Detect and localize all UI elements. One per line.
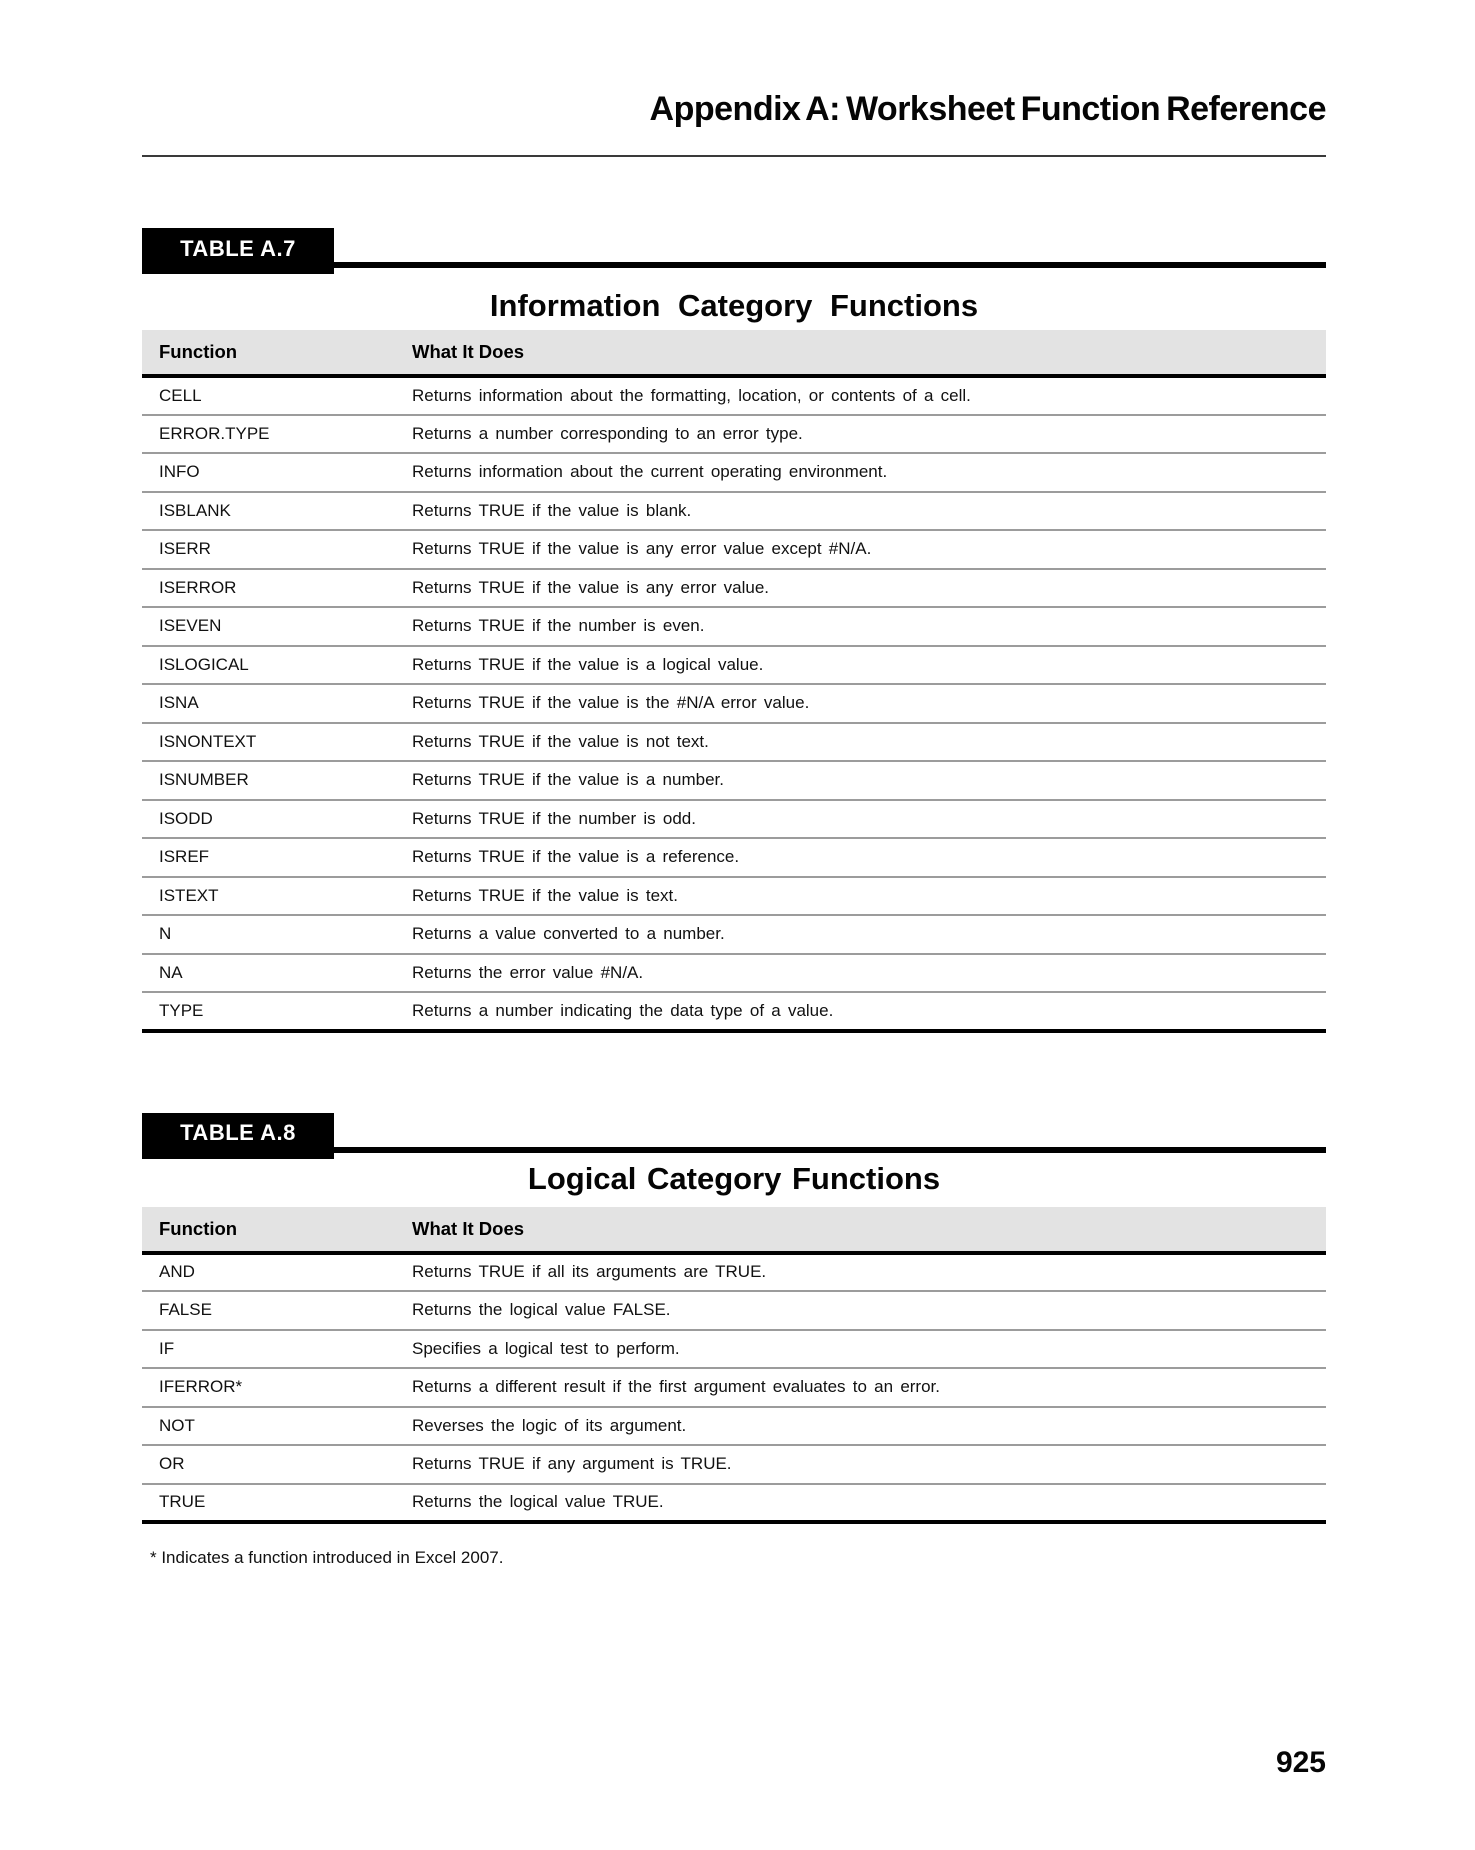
table-row: [142, 877, 1326, 916]
description-cell: Returns the logical value FALSE.: [412, 1291, 1326, 1330]
table-a7-title: Information Category Functions: [489, 288, 979, 323]
description-cell: Returns a number corresponding to an error type.: [412, 415, 1326, 454]
description-cell: Returns TRUE if the value is the #N/A error value.: [412, 684, 1326, 723]
function-name-cell: ISBLANK: [142, 492, 412, 531]
function-name-cell: ISTEXT: [142, 877, 412, 916]
table-a7-label: TABLE A.7: [142, 228, 334, 274]
function-name-cell: NOT: [142, 1407, 412, 1446]
header-row: [142, 1207, 1326, 1253]
table-a7-label-bar: [142, 228, 1326, 268]
table-row: [142, 915, 1326, 954]
description-cell: Returns TRUE if the value is any error value except #N/A.: [412, 530, 1326, 569]
function-name-cell: TYPE: [142, 992, 412, 1031]
table-row: [142, 1445, 1326, 1484]
function-name-cell: ISLOGICAL: [142, 646, 412, 685]
page-content: [142, 0, 1326, 1568]
function-name-cell: N: [142, 915, 412, 954]
header-row: [142, 330, 1326, 376]
table-row: [142, 376, 1326, 415]
table-row: [142, 1407, 1326, 1446]
page-number: 925: [1275, 1746, 1326, 1779]
footnote: * Indicates a function introduced in Excel 2007.: [150, 1548, 504, 1567]
table-row: [142, 415, 1326, 454]
function-name-cell: TRUE: [142, 1484, 412, 1523]
function-name-cell: ISERROR: [142, 569, 412, 608]
description-cell: Returns TRUE if the number is even.: [412, 607, 1326, 646]
function-name-cell: IFERROR*: [142, 1368, 412, 1407]
table-a7-head: [142, 330, 1326, 376]
description-cell: Returns TRUE if the value is a reference.: [412, 838, 1326, 877]
table-row: [142, 453, 1326, 492]
function-name-cell: ISNONTEXT: [142, 723, 412, 762]
table-a7-body: [142, 376, 1326, 1031]
function-name-cell: ISNA: [142, 684, 412, 723]
column-header-what-it-does: What It Does: [412, 330, 1326, 376]
function-name-cell: NA: [142, 954, 412, 993]
table-row: [142, 530, 1326, 569]
table-row: [142, 492, 1326, 531]
description-cell: Returns a number indicating the data type of a value.: [412, 992, 1326, 1031]
function-name-cell: FALSE: [142, 1291, 412, 1330]
description-cell: Returns the error value #N/A.: [412, 954, 1326, 993]
function-name-cell: ERROR.TYPE: [142, 415, 412, 454]
table-row: [142, 838, 1326, 877]
table-row: [142, 1253, 1326, 1292]
description-cell: Returns TRUE if the value is any error value.: [412, 569, 1326, 608]
description-cell: Reverses the logic of its argument.: [412, 1407, 1326, 1446]
table-row: [142, 723, 1326, 762]
table-a8-label: TABLE A.8: [142, 1113, 334, 1159]
description-cell: Returns TRUE if the value is text.: [412, 877, 1326, 916]
description-cell: Returns TRUE if any argument is TRUE.: [412, 1445, 1326, 1484]
description-cell: Returns TRUE if the number is odd.: [412, 800, 1326, 839]
table-row: [142, 992, 1326, 1031]
description-cell: Returns TRUE if the value is a number.: [412, 761, 1326, 800]
function-name-cell: ISODD: [142, 800, 412, 839]
table-row: [142, 761, 1326, 800]
description-cell: Returns a value converted to a number.: [412, 915, 1326, 954]
description-cell: Returns information about the current operating environment.: [412, 453, 1326, 492]
column-header-function: Function: [142, 330, 412, 376]
function-name-cell: AND: [142, 1253, 412, 1292]
table-row: [142, 569, 1326, 608]
function-name-cell: ISEVEN: [142, 607, 412, 646]
description-cell: Returns TRUE if the value is not text.: [412, 723, 1326, 762]
running-header-title: Appendix A: Worksheet Function Reference: [649, 90, 1326, 128]
table-row: [142, 646, 1326, 685]
function-name-cell: ISREF: [142, 838, 412, 877]
table-row: [142, 1330, 1326, 1369]
function-name-cell: CELL: [142, 376, 412, 415]
table-row: [142, 1484, 1326, 1523]
column-header-what-it-does: What It Does: [412, 1207, 1326, 1253]
function-name-cell: INFO: [142, 453, 412, 492]
table-a7: [142, 330, 1326, 1033]
description-cell: Returns TRUE if all its arguments are TRUE.: [412, 1253, 1326, 1292]
function-name-cell: ISERR: [142, 530, 412, 569]
table-row: [142, 954, 1326, 993]
table-a8-title: Logical Category Functions: [527, 1160, 941, 1196]
table-a8-label-bar: [142, 1113, 1326, 1153]
function-name-cell: ISNUMBER: [142, 761, 412, 800]
description-cell: Returns a different result if the first argument evaluates to an error.: [412, 1368, 1326, 1407]
column-header-function: Function: [142, 1207, 412, 1253]
table-a8: [142, 1207, 1326, 1525]
table-row: [142, 800, 1326, 839]
description-cell: Specifies a logical test to perform.: [412, 1330, 1326, 1369]
table-a7-section: [142, 228, 1326, 1033]
description-cell: Returns TRUE if the value is blank.: [412, 492, 1326, 531]
table-row: [142, 684, 1326, 723]
table-a8-head: [142, 1207, 1326, 1253]
description-cell: Returns the logical value TRUE.: [412, 1484, 1326, 1523]
description-cell: Returns information about the formatting, location, or contents of a cell.: [412, 376, 1326, 415]
table-row: [142, 1291, 1326, 1330]
function-name-cell: OR: [142, 1445, 412, 1484]
table-row: [142, 1368, 1326, 1407]
header-rule: [142, 155, 1326, 157]
table-a8-body: [142, 1253, 1326, 1523]
description-cell: Returns TRUE if the value is a logical value.: [412, 646, 1326, 685]
table-row: [142, 607, 1326, 646]
table-a8-section: [142, 1113, 1326, 1525]
function-name-cell: IF: [142, 1330, 412, 1369]
